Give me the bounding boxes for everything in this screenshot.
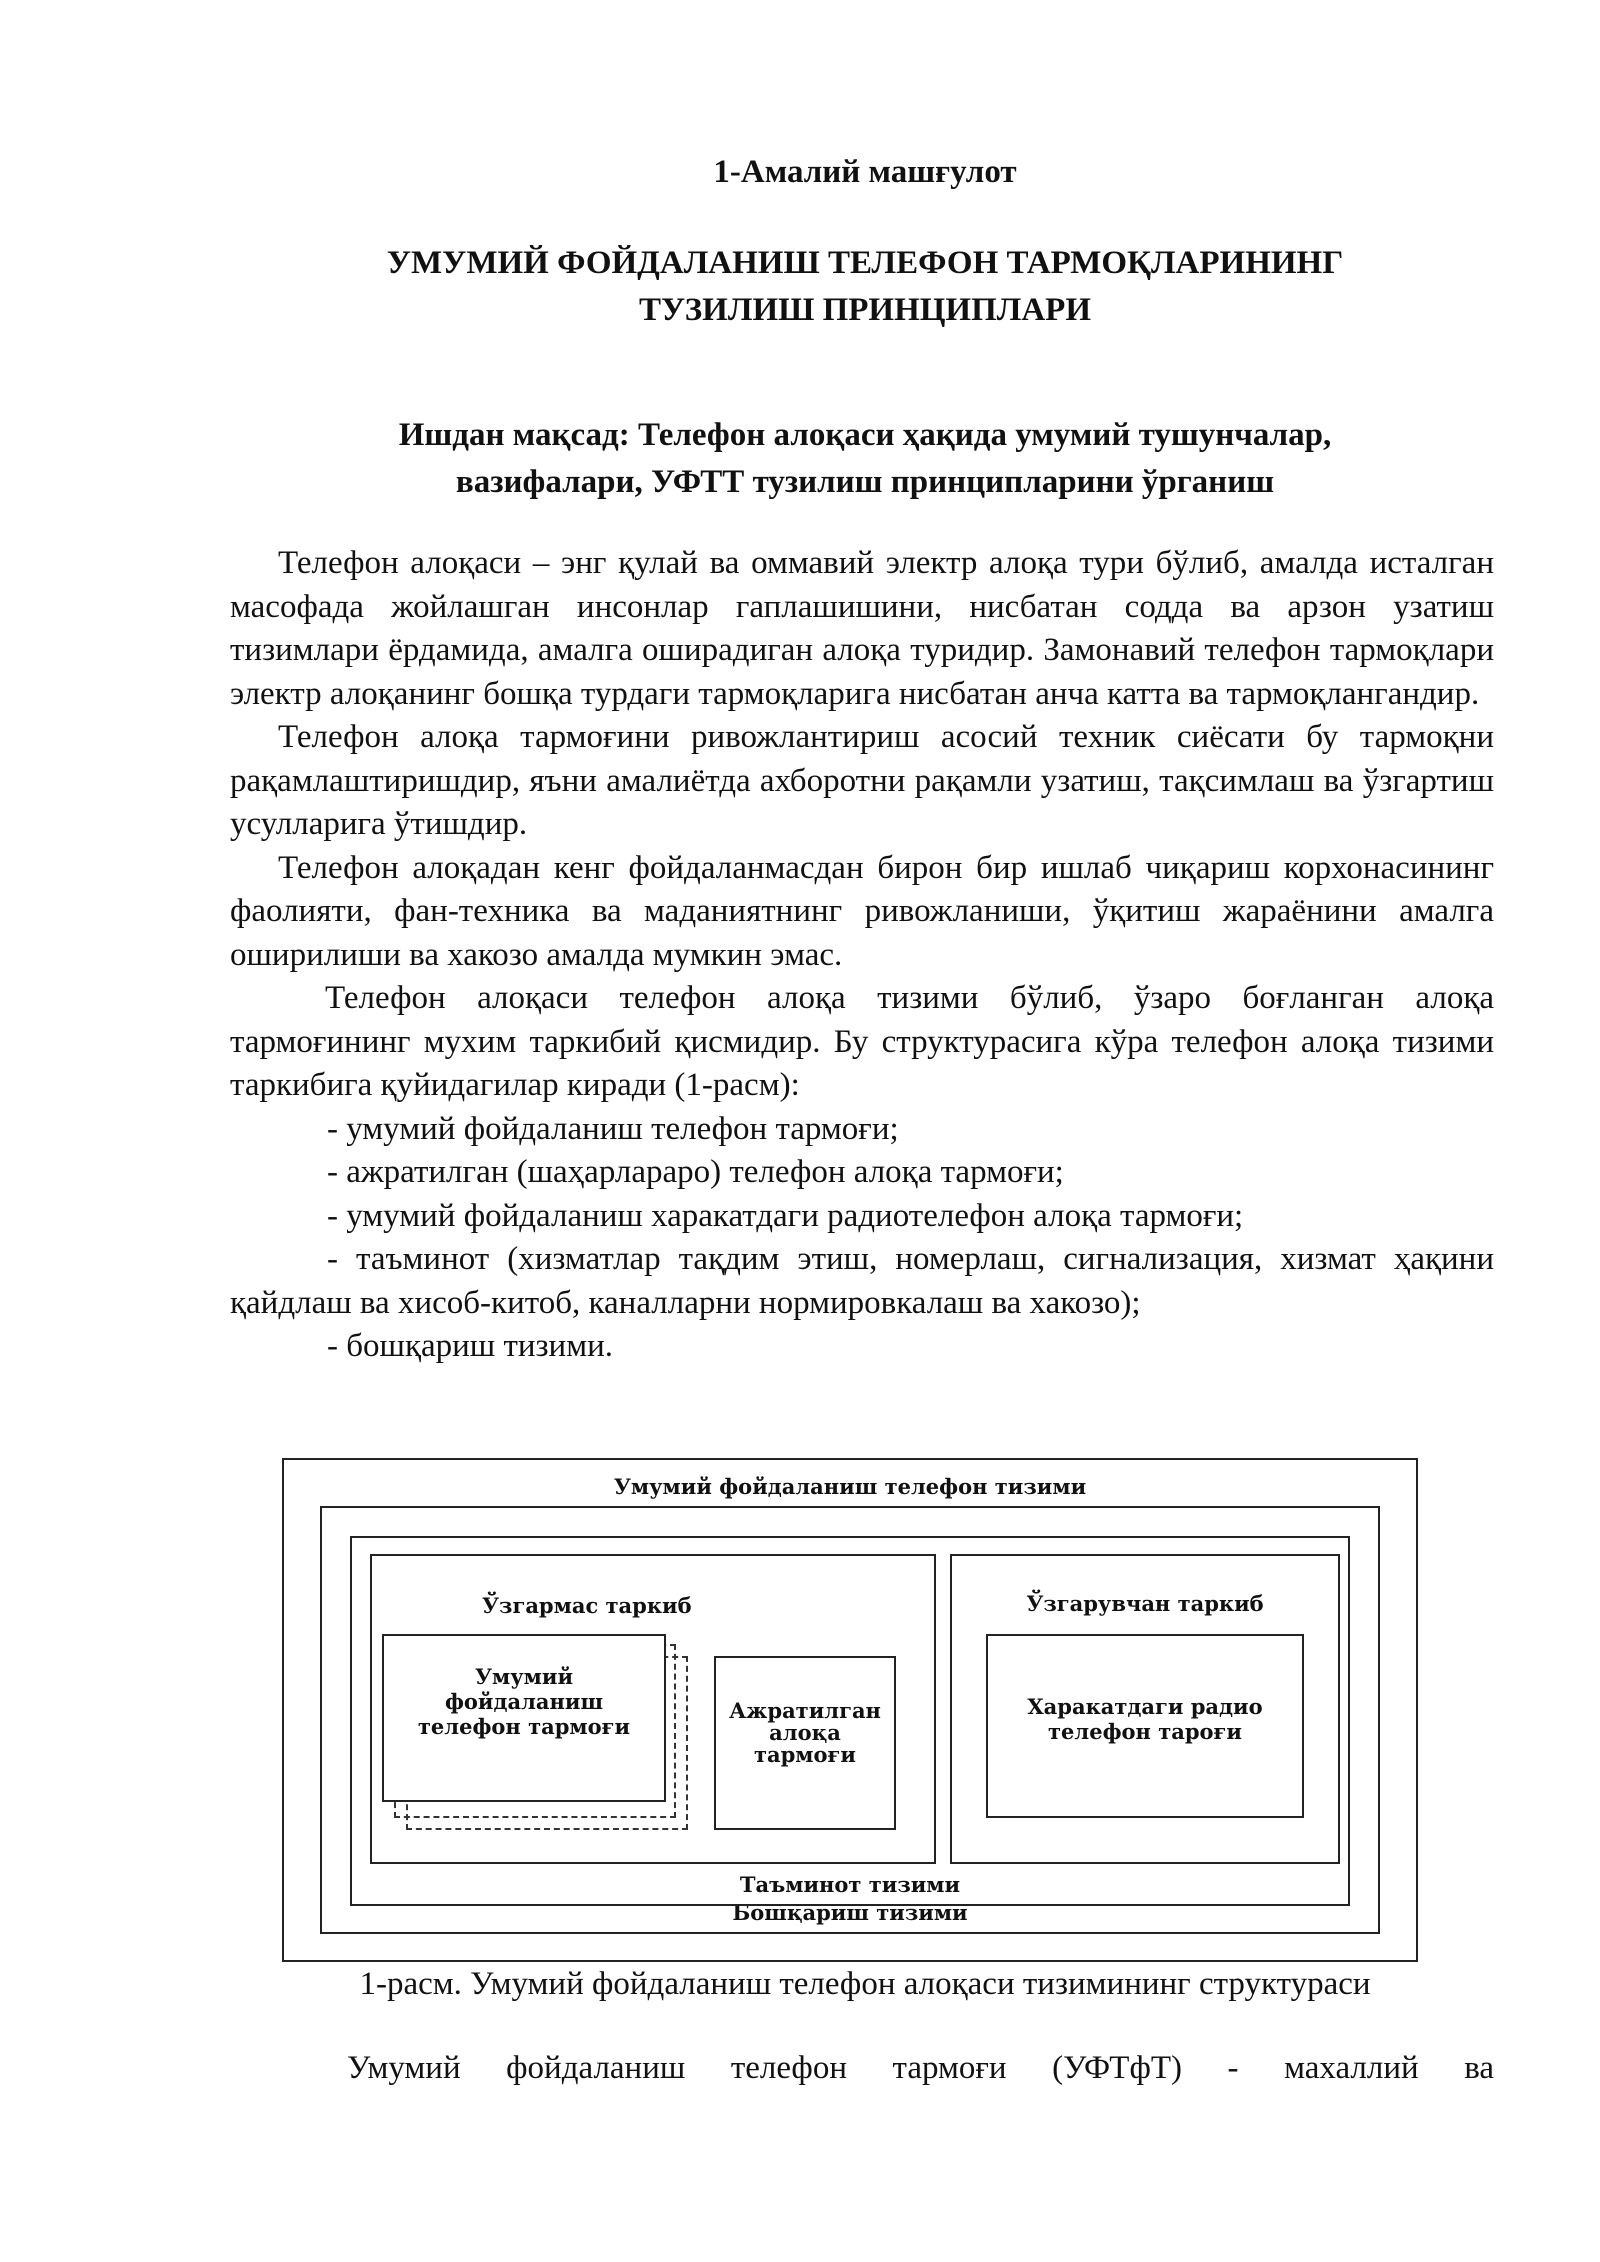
- lesson-goal: [230, 412, 1500, 506]
- goal-line-2: вазифалари, УФТТ тузилиш принципларини ўрганиш: [455, 464, 1275, 500]
- support-label: Таъминот тизими: [739, 1872, 961, 1897]
- variable-component-label: Ўзгарувчан таркиб: [1026, 1591, 1264, 1616]
- mobile-network-label: [986, 1694, 1304, 1744]
- list-item: - умумий фойдаланиш телефон тармоғи;: [327, 1110, 899, 1147]
- body-text: [230, 542, 1494, 1369]
- dedicated-network-label: [714, 1700, 896, 1766]
- paragraph: Телефон алоқаси – энг қулай ва оммавий электр алоқа тури бўлиб, амалда исталган масофада жойлашган инсонлар гаплашишини, нисбатан содда ва арзон узатиш тизимлари ёрдамида, амалга оширадиган алоқа туридир. Замонавий телефон тармоқлари электр алоқанинг бошқа турдаги тармоқларига нисбатан анча катта ва тармоқлангандир.: [230, 545, 1494, 712]
- management-label: Бошқариш тизими: [732, 1900, 968, 1925]
- dedicated-network-line: Ажратилган: [729, 1698, 881, 1723]
- outer-system-label: Умумий фойдаланиш телефон тизими: [613, 1474, 1087, 1499]
- lesson-number: 1-Амалий машғулот: [713, 154, 1017, 190]
- dedicated-network-line: тармоғи: [754, 1742, 856, 1767]
- figure-caption: 1-расм. Умумий фойдаланиш телефон алоқаси тизимининг структураси: [359, 1966, 1371, 2002]
- list-item: - ажратилган (шаҳарлараро) телефон алоқа тармоғи;: [327, 1154, 1064, 1190]
- mobile-network-line: телефон тароғи: [1048, 1719, 1242, 1744]
- continuing-paragraph: Умумий фойдаланиш телефон тармоғи (УФТфТ) - махаллий ва: [347, 2050, 1494, 2086]
- title-line-1: УМУМИЙ ФОЙДАЛАНИШ ТЕЛЕФОН ТАРМОҚЛАРИНИНГ: [386, 245, 1344, 281]
- goal-line-1: Ишдан мақсад: Телефон алоқаси ҳақида умумий тушунчалар,: [398, 417, 1332, 453]
- page-title: [230, 240, 1500, 334]
- fixed-component-label: Ўзгармас таркиб: [482, 1593, 692, 1618]
- public-network-line: телефон тармоғи: [417, 1714, 631, 1739]
- dedicated-network-line: алоқа: [769, 1720, 841, 1745]
- list-item: - таъминот (хизматлар тақдим этиш, номерлаш, сигнализация, хизмат ҳақини қайдлаш ва хисоб-китоб, каналларни нормировкалаш ва хакозо);: [230, 1241, 1494, 1321]
- title-line-2: ТУЗИЛИШ ПРИНЦИПЛАРИ: [638, 292, 1092, 328]
- paragraph: Телефон алоқа тармоғини ривожлантириш асосий техник сиёсати бу тармоқни рақамлаштиришдир, яъни амалиётда ахборотни рақамли узатиш, тақсимлаш ва ўзгартиш усулларига ўтишдир.: [230, 719, 1494, 842]
- list-item: - умумий фойдаланиш харакатдаги радиотелефон алоқа тармоғи;: [327, 1197, 1244, 1234]
- public-network-line: Умумий: [474, 1664, 574, 1689]
- list-item: - бошқариш тизими.: [327, 1328, 614, 1364]
- public-network-line: фойдаланиш: [444, 1689, 604, 1714]
- paragraph: Телефон алоқадан кенг фойдаланмасдан бирон бир ишлаб чиқариш корхонасининг фаолияти, фан-техника ва маданиятнинг ривожланиши, ўқитиш жараёнини амалга оширилиши ва хакозо амалда мумкин эмас.: [230, 849, 1494, 973]
- paragraph: Телефон алоқаси телефон алоқа тизими бўлиб, ўзаро боғланган алоқа тармоғининг мухим таркибий қисмидир. Бу структурасига кўра телефон алоқа тизими таркибига қуйидагилар киради (1-расм):: [230, 980, 1494, 1103]
- telephone-system-diagram: [282, 1458, 1418, 1962]
- mobile-network-line: Харакатдаги радио: [1027, 1694, 1263, 1719]
- public-network-label: [382, 1664, 666, 1739]
